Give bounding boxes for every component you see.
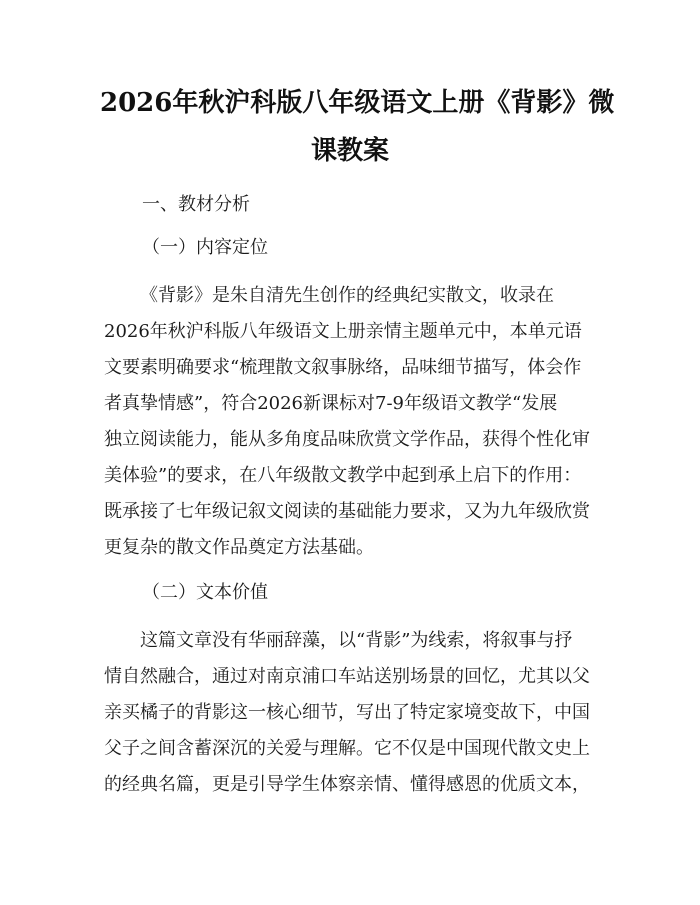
paragraph-line: 《背影》是朱自清先生创作的经典纪实散文，收录在 (140, 285, 554, 306)
paragraph-line: 这篇文章没有华丽辞藻，以“背影”为线索，将叙事与抒 (140, 630, 573, 651)
document-title-line-1: 2026年秋沪科版八年级语文上册《背影》微 (100, 88, 615, 118)
paragraph-text-value (104, 623, 604, 803)
paragraph-line: 文要素明确要求“梳理散文叙事脉络，品味细节描写，体会作 (104, 357, 582, 378)
paragraph-line: 美体验”的要求，在八年级散文教学中起到承上启下的作用： (104, 465, 582, 486)
paragraph-line: 2026年秋沪科版八年级语文上册亲情主题单元中，本单元语 (104, 321, 582, 342)
section-heading-textbook-analysis: 一、教材分析 (142, 194, 250, 215)
paragraph-line: 父子之间含蓄深沉的关爱与理解。它不仅是中国现代散文史上 (104, 738, 590, 759)
subsection-heading-content-positioning: （一）内容定位 (142, 237, 268, 258)
subsection-heading-text-value: （二）文本价值 (142, 582, 268, 603)
document-title-line-2: 课教案 (310, 136, 389, 166)
paragraph-line: 者真挚情感”，符合2026新课标对7-9年级语文教学“发展 (104, 393, 558, 414)
paragraph-line: 既承接了七年级记叙文阅读的基础能力要求，又为九年级欣赏 (104, 501, 590, 522)
paragraph-line: 情自然融合，通过对南京浦口车站送别场景的回忆，尤其以父 (104, 666, 590, 687)
paragraph-line: 亲买橘子的背影这一核心细节，写出了特定家境变故下，中国 (104, 702, 590, 723)
paragraph-line: 独立阅读能力，能从多角度品味欣赏文学作品，获得个性化审 (104, 429, 590, 450)
paragraph-content-positioning (104, 278, 604, 566)
paragraph-line: 更复杂的散文作品奠定方法基础。 (104, 537, 374, 558)
paragraph-line: 的经典名篇，更是引导学生体察亲情、懂得感恩的优质文本， (104, 774, 590, 795)
